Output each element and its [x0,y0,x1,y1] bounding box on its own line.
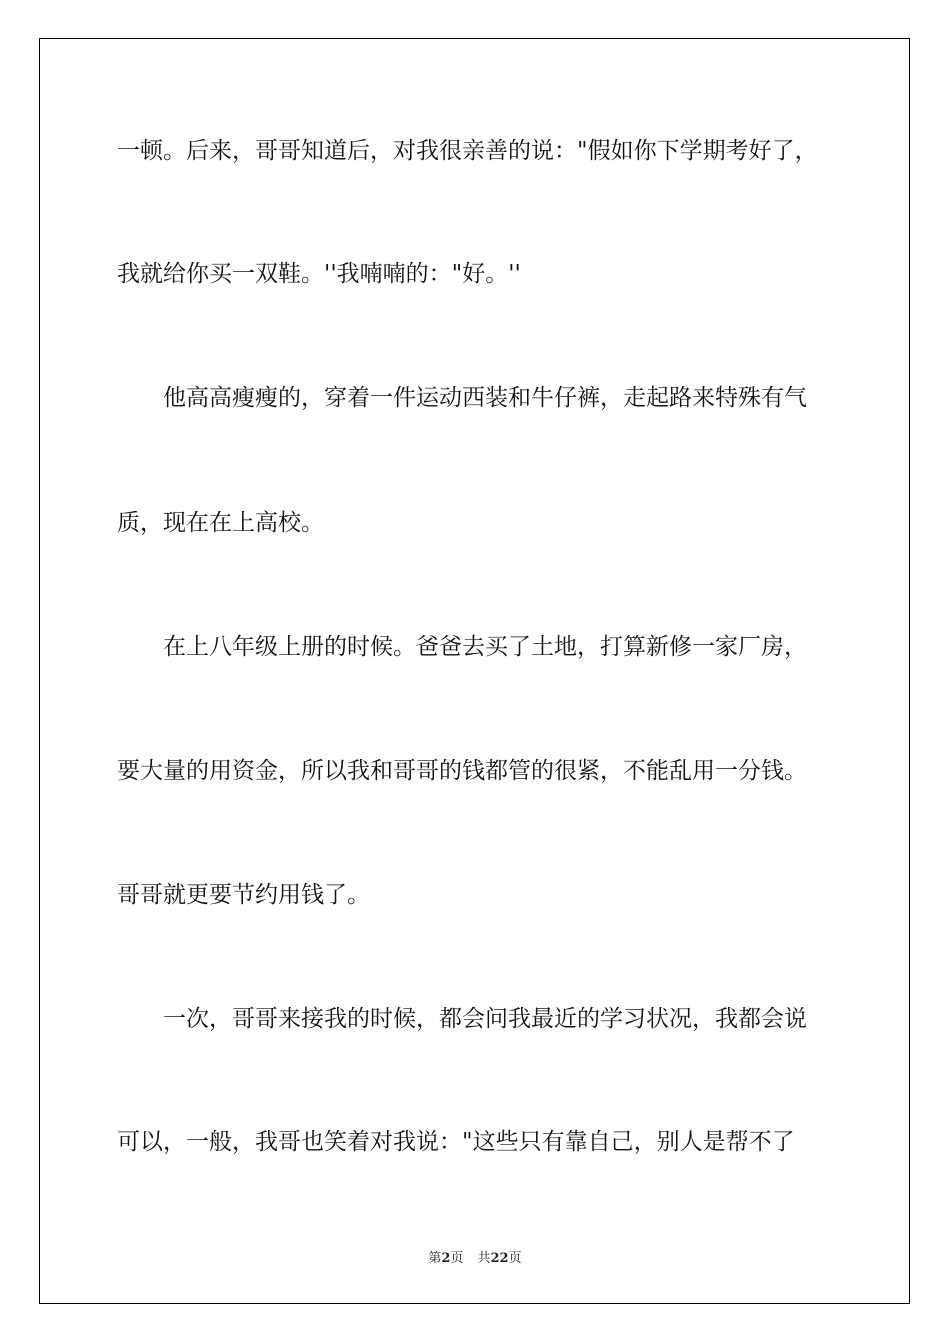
text-line: 质，现在在上高校。 [117,510,324,536]
footer-total-pages: 22 [490,1251,509,1266]
paragraph-first-line: 一次，哥哥来接我的时候，都会问我最近的学习状况，我都会说 [163,1006,807,1032]
footer-page-suffix: 页 [450,1251,464,1266]
footer-page-prefix: 第 [428,1251,442,1266]
text-line: 要大量的用资金，所以我和哥哥的钱都管的很紧，不能乱用一分钱。 [117,758,807,784]
footer-total-suffix: 页 [508,1251,522,1266]
footer-total-prefix: 共 [477,1251,491,1266]
text-line: 哥哥就更要节约用钱了。 [117,882,370,908]
text-line: 我就给你买一双鞋。''我喃喃的："好。'' [117,261,521,287]
footer-page-number: 2 [441,1251,451,1266]
page-border [39,38,910,1304]
paragraph-first-line: 在上八年级上册的时候。爸爸去买了土地，打算新修一家厂房， [163,634,807,660]
text-line: 可以，一般，我哥也笑着对我说："这些只有靠自己，别人是帮不了 [117,1129,795,1155]
text-line: 一顿。后来，哥哥知道后，对我很亲善的说："假如你下学期考好了， [117,138,818,164]
page-footer [0,1247,950,1266]
paragraph-first-line: 他高高瘦瘦的，穿着一件运动西装和牛仔裤，走起路来特殊有气 [163,385,807,411]
